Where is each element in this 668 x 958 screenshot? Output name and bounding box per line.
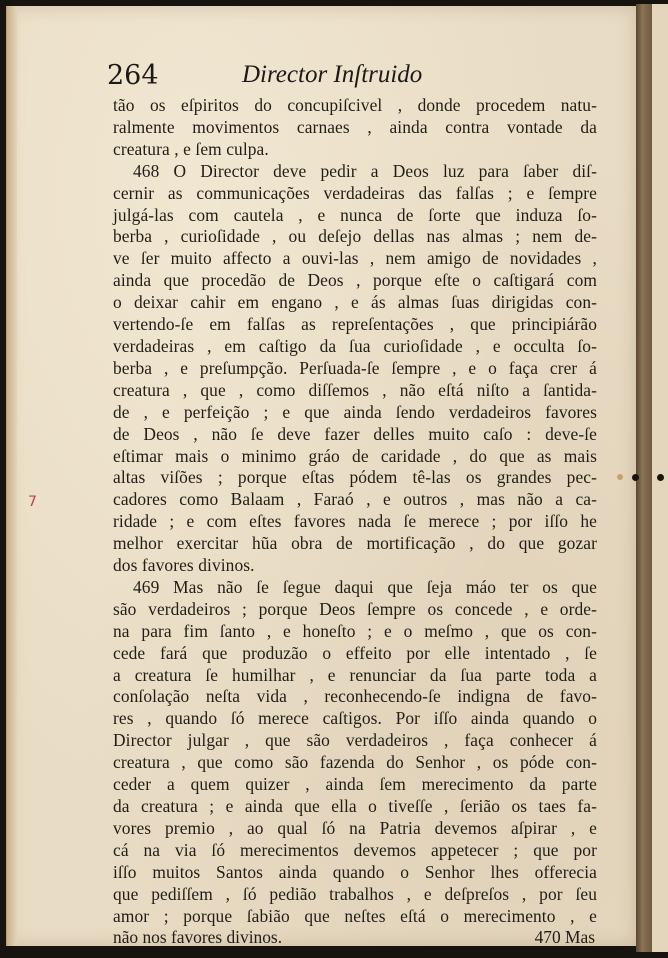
text-line: iſſo muitos Santos ainda quando o Senhor lhes offerecia	[113, 861, 597, 882]
text-line: Director julgar , que são verdadeiros , faça conhecer á	[113, 730, 597, 751]
text-line: ceder a quem quizer , ainda ſem merecimento da parte	[113, 774, 597, 795]
text-line: creatura , e ſem culpa.	[113, 138, 269, 159]
text-line: a creatura ſe humilhar , e renunciar da ſua parte toda a	[113, 664, 597, 685]
page-number: 264	[107, 60, 159, 91]
text-line: amor ; porque ſabião que neſtes eſtá o merecimento , e	[113, 905, 597, 926]
text-line: cadores como Balaam , Faraó , e outros , mas não a ca-	[113, 489, 597, 510]
text-line: o deixar cahir em engano , e ás almas ſuas dirigidas con-	[113, 292, 597, 313]
text-line: cede fará que produzão o effeito por elle intentado , ſe	[113, 642, 597, 663]
catchword: 470 Mas	[534, 927, 595, 948]
binding-hole	[657, 474, 664, 481]
text-line: que pediſſem , ſó pedião trabalhos , e deſpreſos , por ſeu	[113, 883, 597, 904]
text-line: creatura , que , como diſſemos , não eſtá niſto a ſantida-	[113, 379, 597, 400]
text-line: res , quando ſó merece caſtigos. Por iſſo ainda quando o	[113, 708, 597, 729]
text-line: ainda que procedão de Deos , porque eſte o caſtigará com	[113, 270, 597, 291]
text-line: berba , e preſumpção. Perſuada-ſe ſempre , e o faça crer á	[113, 357, 597, 378]
text-line: ve ſer muito affecto a ouvi-las , nem amigo de novidades ,	[113, 248, 597, 269]
last-line-row	[113, 927, 597, 949]
page-header	[107, 60, 577, 94]
text-line: vores premio , ao qual ſó na Patria devemos aſpirar , e	[113, 817, 597, 838]
text-line: eſtimar mais o minimo gráo de caridade , do que as mais	[113, 445, 597, 466]
text-line: dos favores divinos.	[113, 555, 255, 576]
paper-stain	[617, 474, 623, 480]
text-line: verdadeiras , em caſtigo da ſua curioſidade , e occulta ſo-	[113, 335, 597, 356]
text-line: creatura , que como são fazenda do Senhor , os póde con-	[113, 752, 597, 773]
text-line: na para fim ſanto , e honeſto ; e o meſmo , que os con-	[113, 620, 597, 641]
page-left-edge	[6, 6, 17, 946]
text-line: conſolação neſta vida , reconhecendo-ſe indigna de favo-	[113, 686, 597, 707]
text-line: vertendo-ſe em falſas as repreſentações , que principiárão	[113, 314, 597, 335]
text-line: ridade ; e com eſtes favores nada ſe merece ; por iſſo he	[113, 511, 597, 532]
margin-mark: 7	[28, 494, 37, 510]
text-line: altas viſões ; porque eſtas pódem tê-las os grandes pec-	[113, 467, 597, 488]
text-line: berba , curioſidade , ou deſejo dellas nas almas ; nem de-	[113, 226, 597, 247]
text-line: cernir as communicações verdadeiras das falſas ; e ſempre	[113, 182, 597, 203]
text-line: não nos favores divinos.	[113, 927, 283, 948]
paragraph-469-start: 469 Mas não ſe ſegue daqui que ſeja máo ter os que	[133, 576, 597, 597]
paragraph-468-start: 468 O Director deve pedir a Deos luz para ſaber diſ-	[133, 160, 597, 181]
text-line: de , e perfeição ; e que ainda ſendo verdadeiros favores	[113, 401, 597, 422]
text-line: ralmente movimentos carnaes , ainda contra vontade da	[113, 116, 597, 137]
text-line: melhor exercitar hũa obra de mortificação , do que gozar	[113, 533, 597, 554]
text-line: tão os eſpiritos do concupiſcivel , donde procedem natu-	[113, 95, 597, 115]
text-line: cá na via ſó merecimentos devemos appetecer ; que por	[113, 839, 597, 860]
text-line: julgá-las com cautela , e nunca de ſorte que induza ſo-	[113, 204, 597, 225]
text-line: são verdadeiros ; porque Deos ſempre os concede , e orde-	[113, 598, 597, 619]
text-line: de Deos , não ſe deve fazer delles muito caſo : deve-ſe	[113, 423, 597, 444]
text-line: da creatura ; e ainda que ella o tiveſſe , ſerião os taes fa-	[113, 796, 597, 816]
body-text	[113, 95, 597, 949]
binding-hole	[632, 474, 639, 481]
running-title: Director Inſtruido	[242, 61, 423, 88]
